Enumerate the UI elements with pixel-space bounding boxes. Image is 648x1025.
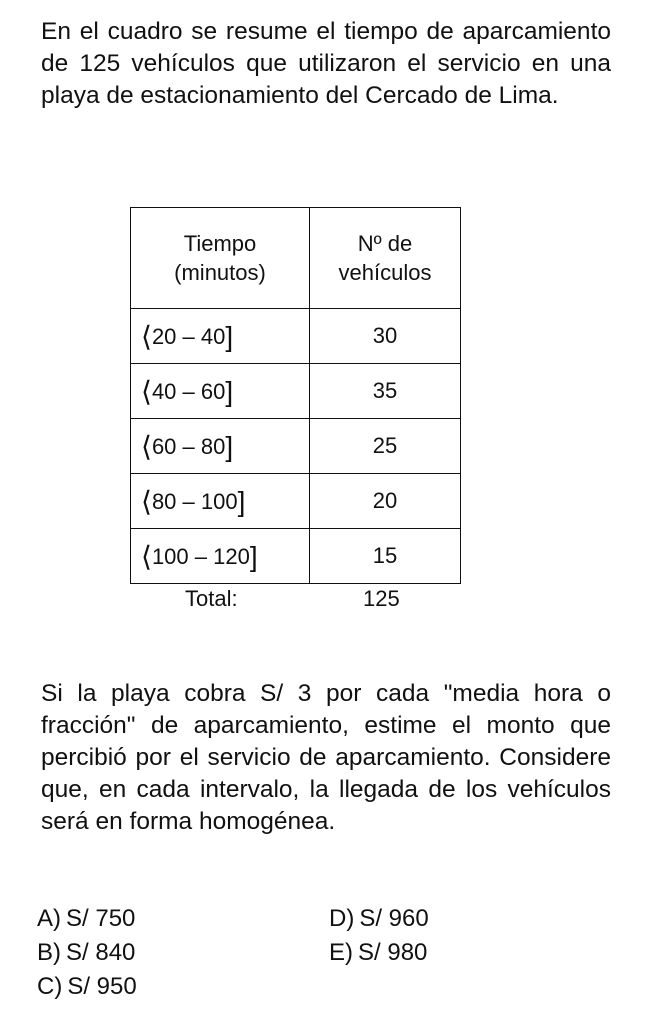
interval-text: 80 – 100 <box>151 488 238 514</box>
open-bracket: ⟨ <box>141 320 152 352</box>
total-label: Total: <box>185 586 238 611</box>
header-time-line1: Tiempo <box>183 231 257 256</box>
interval-text: 100 – 120 <box>151 543 250 569</box>
close-bracket: ] <box>249 540 258 572</box>
option-letter: D) <box>329 905 355 932</box>
table-row <box>131 529 461 584</box>
intro-paragraph: En el cuadro se resume el tiempo de aparcamiento de 125 vehículos que utilizaron el servicio en una playa de estacionamiento del Cercado de Lima. <box>41 18 611 109</box>
table-row <box>131 474 461 529</box>
interval-text: 20 – 40 <box>151 323 226 349</box>
count-cell: 20 <box>310 474 461 529</box>
header-count-line1: Nº de <box>357 231 413 256</box>
close-bracket: ] <box>225 375 234 407</box>
question-paragraph: Si la playa cobra S/ 3 por cada "media hora o fracción" de aparcamiento, estime el monto que percibió por el servicio de aparcamiento. Considere que, en cada intervalo, la llegada de los vehículos será en forma homogénea. <box>41 680 611 835</box>
count-cell: 30 <box>310 309 461 364</box>
option-letter: B) <box>37 939 61 966</box>
table-row <box>131 364 461 419</box>
header-count <box>310 208 461 309</box>
interval-cell <box>131 419 310 474</box>
option-letter: E) <box>329 939 353 966</box>
interval-cell <box>131 309 310 364</box>
option-text: S/ 750 <box>66 905 136 932</box>
option-d[interactable] <box>329 902 429 935</box>
close-bracket: ] <box>225 320 234 352</box>
frequency-table <box>130 207 461 584</box>
option-e[interactable] <box>329 936 427 969</box>
option-text: S/ 950 <box>67 973 137 1000</box>
total-value: 125 <box>363 586 400 611</box>
count-cell: 35 <box>310 364 461 419</box>
header-count-line2: vehículos <box>338 260 432 285</box>
interval-cell <box>131 529 310 584</box>
option-letter: A) <box>37 905 61 932</box>
header-time <box>131 208 310 309</box>
count-cell: 15 <box>310 529 461 584</box>
option-text: S/ 840 <box>66 939 136 966</box>
table-header-row <box>131 208 461 309</box>
interval-text: 40 – 60 <box>151 378 226 404</box>
count-cell: 25 <box>310 419 461 474</box>
close-bracket: ] <box>237 485 246 517</box>
option-a[interactable] <box>37 902 135 935</box>
open-bracket: ⟨ <box>141 485 152 517</box>
table-row <box>131 419 461 474</box>
close-bracket: ] <box>225 430 234 462</box>
open-bracket: ⟨ <box>141 540 152 572</box>
header-time-line2: (minutos) <box>174 260 266 285</box>
open-bracket: ⟨ <box>141 375 152 407</box>
option-b[interactable] <box>37 936 135 969</box>
option-text: S/ 960 <box>359 905 429 932</box>
table-row <box>131 309 461 364</box>
option-c[interactable] <box>37 970 137 1003</box>
interval-cell <box>131 474 310 529</box>
option-text: S/ 980 <box>358 939 428 966</box>
option-letter: C) <box>37 973 63 1000</box>
open-bracket: ⟨ <box>141 430 152 462</box>
interval-cell <box>131 364 310 419</box>
interval-text: 60 – 80 <box>151 433 226 459</box>
